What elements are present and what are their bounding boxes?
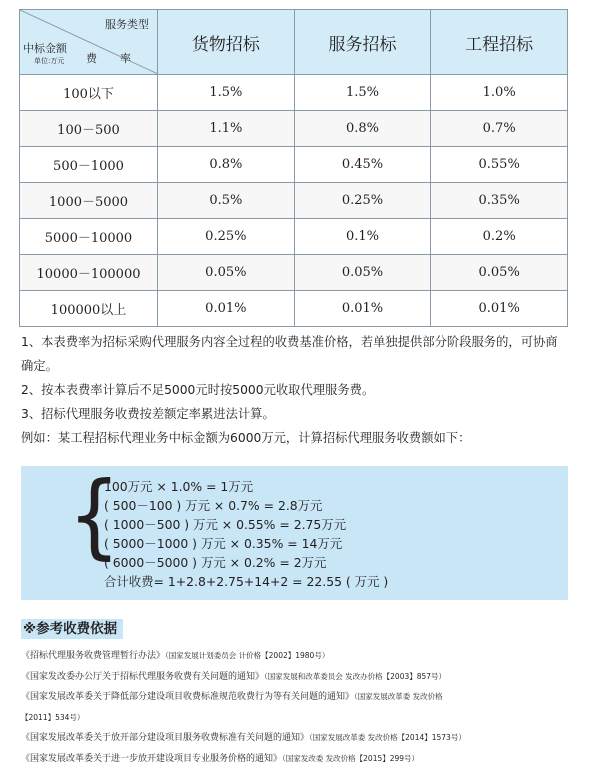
amount-range-cell: 100以下	[20, 75, 158, 111]
rate-cell: 0.1%	[294, 219, 431, 255]
rate-cell: 0.01%	[431, 291, 568, 327]
table-row	[20, 219, 568, 255]
formula-lines	[104, 477, 388, 591]
table-row	[20, 183, 568, 219]
amount-range-cell: 100－500	[20, 111, 158, 147]
reference-source: （国家发展改革委 发改价格	[354, 692, 443, 701]
amount-range-cell: 500－1000	[20, 147, 158, 183]
fee-rate-table	[19, 9, 568, 327]
rate-cell: 0.45%	[294, 147, 431, 183]
column-header-goods: 货物招标	[158, 10, 295, 75]
reference-item	[21, 728, 569, 749]
brace-symbol: {	[68, 470, 121, 562]
table-row	[20, 147, 568, 183]
service-type-label: 服务类型	[105, 16, 149, 32]
rate-cell: 0.55%	[431, 147, 568, 183]
rate-cell: 0.35%	[431, 183, 568, 219]
table-row	[20, 75, 568, 111]
reference-source: （国家发展和改革委员会 发改办价格【2003】857号）	[264, 672, 446, 681]
amount-range-cell: 1000－5000	[20, 183, 158, 219]
reference-item	[21, 646, 569, 667]
formula-total-line: 合计收费= 1+2.8+2.75+14+2 = 22.55 ( 万元 )	[104, 572, 388, 591]
reference-source: （国家发展计划委员会 计价格【2002】1980号）	[165, 651, 329, 660]
rate-cell: 0.25%	[158, 219, 295, 255]
rate-cell: 0.05%	[158, 255, 295, 291]
note-2: 2、按本表费率计算后不足5000元时按5000元收取代理服务费。	[21, 378, 569, 402]
table-header-row	[20, 10, 568, 75]
rate-label: 费 率	[86, 50, 137, 66]
rate-cell: 1.0%	[431, 75, 568, 111]
unit-label: 单位:万元	[34, 56, 64, 66]
rate-cell: 0.01%	[294, 291, 431, 327]
rate-cell: 0.01%	[158, 291, 295, 327]
reference-item	[21, 687, 569, 708]
formula-line: ( 1000－500 ) 万元 × 0.55% = 2.75万元	[104, 515, 388, 534]
reference-list	[21, 646, 569, 769]
amount-range-cell: 10000－100000	[20, 255, 158, 291]
reference-item	[21, 749, 569, 769]
rate-cell: 0.05%	[294, 255, 431, 291]
rate-cell: 0.5%	[158, 183, 295, 219]
column-header-services: 服务招标	[294, 10, 431, 75]
reference-doc-title: 《国家发展改革委关于降低部分建设项目收费标准规范收费行为等有关问题的通知》	[21, 692, 354, 702]
rate-cell: 0.7%	[431, 111, 568, 147]
formula-line: ( 6000－5000 ) 万元 × 0.2% = 2万元	[104, 553, 388, 572]
reference-source: （国家发展改革委 发改价格【2014】1573号）	[309, 733, 466, 742]
table-row	[20, 291, 568, 327]
notes-section	[21, 330, 569, 450]
amount-range-cell: 5000－10000	[20, 219, 158, 255]
rate-cell: 0.2%	[431, 219, 568, 255]
formula-line: 100万元 × 1.0% = 1万元	[104, 477, 388, 496]
rate-cell: 0.8%	[294, 111, 431, 147]
note-3: 3、招标代理服务收费按差额定率累进法计算。	[21, 402, 569, 426]
example-intro: 例如：某工程招标代理业务中标金额为6000万元，计算招标代理服务收费额如下：	[21, 426, 569, 450]
note-1: 1、本表费率为招标采购代理服务内容全过程的收费基准价格，若单独提供部分阶段服务的，可协商确定。	[21, 330, 569, 378]
rate-cell: 0.25%	[294, 183, 431, 219]
rate-cell: 1.5%	[294, 75, 431, 111]
reference-source: 【2011】534号）	[21, 713, 84, 722]
amount-range-cell: 100000以上	[20, 291, 158, 327]
reference-item	[21, 708, 569, 729]
rate-cell: 1.5%	[158, 75, 295, 111]
reference-doc-title: 《招标代理服务收费管理暂行办法》	[21, 651, 165, 661]
column-header-engineering: 工程招标	[431, 10, 568, 75]
table-row	[20, 255, 568, 291]
amount-label: 中标金额	[23, 40, 67, 56]
table-row	[20, 111, 568, 147]
reference-item	[21, 667, 569, 688]
reference-doc-title: 《国家发展改革委关于放开部分建设项目服务收费标准有关问题的通知》	[21, 733, 309, 743]
reference-source: （国家发改委 发改价格【2015】299号）	[282, 754, 419, 763]
reference-doc-title: 《国家发展改革委关于进一步放开建设项目专业服务价格的通知》	[21, 754, 282, 764]
reference-doc-title: 《国家发改委办公厅关于招标代理服务收费有关问题的通知》	[21, 672, 264, 682]
rate-cell: 0.05%	[431, 255, 568, 291]
rate-cell: 0.8%	[158, 147, 295, 183]
calculation-example-box	[21, 466, 568, 600]
formula-line: ( 5000－1000 ) 万元 × 0.35% = 14万元	[104, 534, 388, 553]
formula-line: ( 500－100 ) 万元 × 0.7% = 2.8万元	[104, 496, 388, 515]
rate-cell: 1.1%	[158, 111, 295, 147]
table-corner-cell	[20, 10, 158, 75]
reference-title: ※参考收费依据	[21, 619, 123, 639]
